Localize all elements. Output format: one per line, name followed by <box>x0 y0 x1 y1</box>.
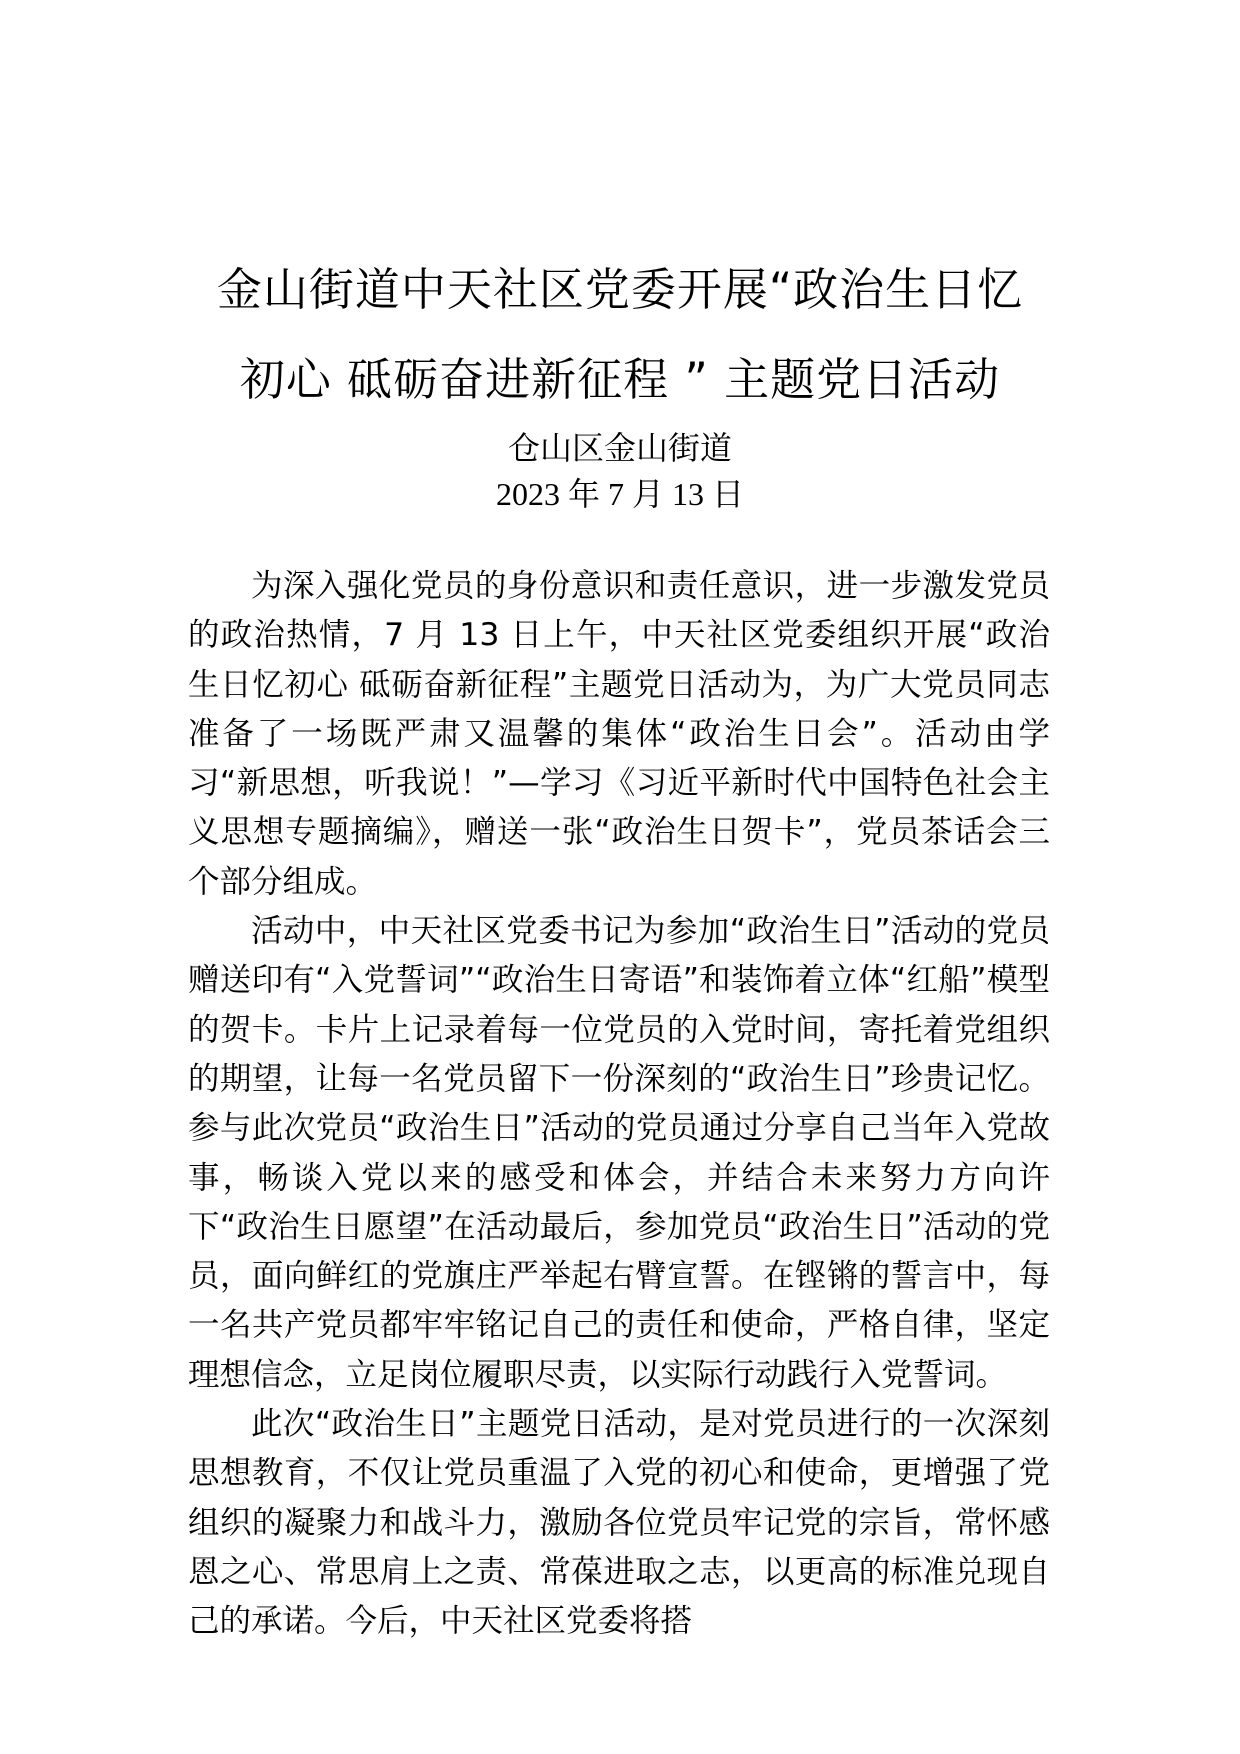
document-date: 2023 年 7 月 13 日 <box>495 476 744 512</box>
document-title-line-2: 初心 砥砺奋进新征程 ” 主题党日活动 <box>239 353 1001 406</box>
body-paragraph-2: 活动中，中天社区党委书记为参加“政治生日”活动的党员赠送印有“入党誓词”“政治生日寄语”和装饰着立体“红船”模型的贺卡。卡片上记录着每一位党员的入党时间，寄托着党组织的期望，让每一名党员留下一份深刻的“政治生日”珍贵记忆。参与此次党员“政治生日”活动的党员通过分享自己当年入党故事，畅谈入党以来的感受和体会，并结合未来努力方向许下“政治生日愿望”在活动最后，参加党员“政治生日”活动的党员，面向鲜红的党旗庄严举起右臂宣誓。在铿锵的誓言中，每一名共产党员都牢牢铭记自己的责任和使命，严格自律，坚定理想信念，立足岗位履职尽责，以实际行动践行入党誓词。 <box>188 913 1050 1393</box>
document-author: 仓山区金山街道 <box>507 429 732 467</box>
body-paragraph-1: 为深入强化党员的身份意识和责任意识，进一步激发党员的政治热情，7 月 13 日上午，中天社区党委组织开展“政治生日忆初心 砥砺奋新征程”主题党日活动为，为广大党员同志准备了一场既严肃又温馨的集体“政治生日会”。活动由学习“新思想，听我说！”—学习《习近平新时代中国特色社会主义思想专题摘编》，赠送一张“政治生日贺卡”，党员茶话会三个部分组成。 <box>188 568 1050 900</box>
document-body <box>188 562 1050 1647</box>
body-paragraph-3: 此次“政治生日”主题党日活动，是对党员进行的一次深刻思想教育，不仅让党员重温了入党的初心和使命，更增强了党组织的凝聚力和战斗力，激励各位党员牢记党的宗旨，常怀感恩之心、常思肩上之责、常葆进取之志，以更高的标准兑现自己的承诺。今后，中天社区党委将搭 <box>188 1406 1050 1640</box>
document-title-line-1: 金山街道中天社区党委开展“政治生日忆 <box>216 263 1024 316</box>
